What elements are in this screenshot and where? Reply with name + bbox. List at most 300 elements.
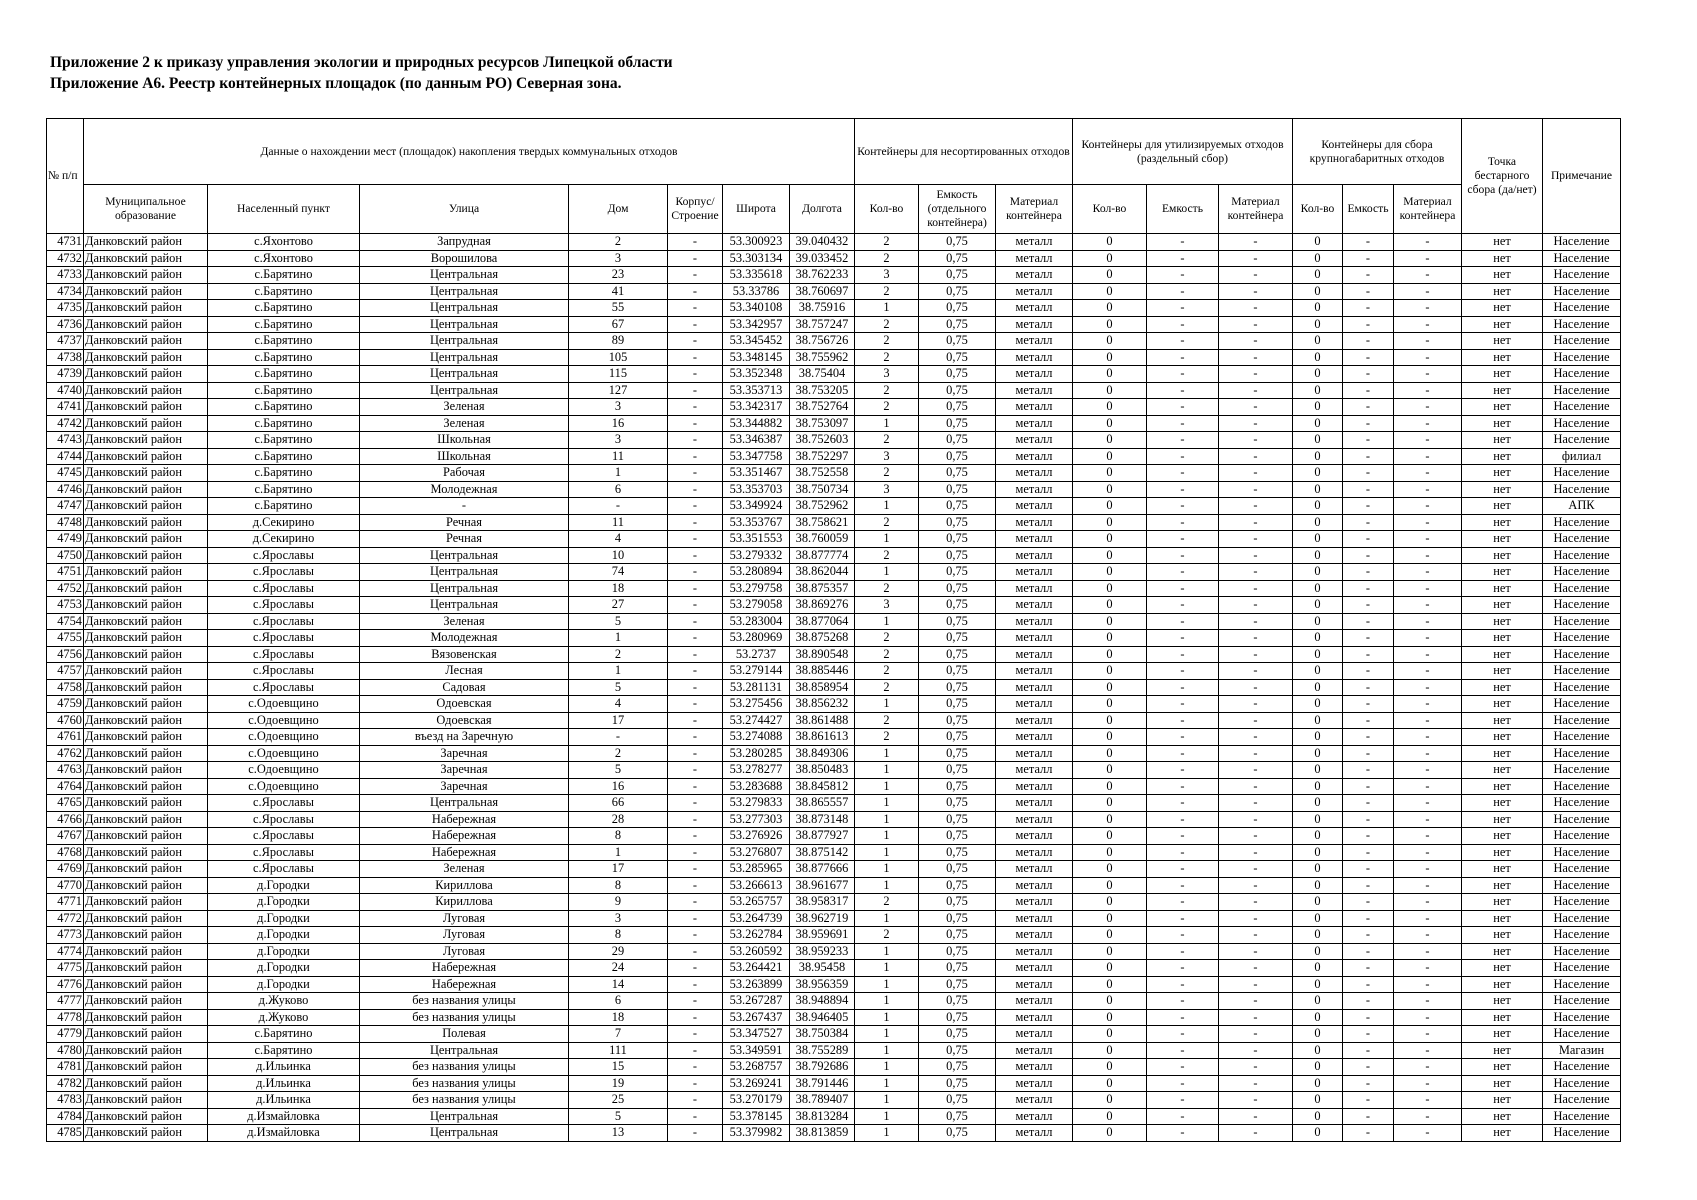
- cell-municipality: Данковский район: [84, 1042, 208, 1059]
- cell-bagless-collection: нет: [1462, 679, 1543, 696]
- header-latitude: Широта: [723, 185, 790, 234]
- cell-unsorted-count: 1: [855, 1026, 919, 1043]
- cell-note: Население: [1543, 943, 1621, 960]
- cell-recyclable-material: -: [1219, 498, 1293, 515]
- cell-settlement: с.Ярославы: [208, 630, 360, 647]
- cell-recyclable-capacity: -: [1147, 894, 1219, 911]
- cell-unsorted-material: металл: [996, 1059, 1073, 1076]
- cell-bagless-collection: нет: [1462, 382, 1543, 399]
- cell-unsorted-material: металл: [996, 927, 1073, 944]
- cell-note: Население: [1543, 597, 1621, 614]
- cell-bulky-material: -: [1394, 993, 1462, 1010]
- cell-latitude: 53.351467: [723, 465, 790, 482]
- cell-unsorted-material: металл: [996, 349, 1073, 366]
- cell-bulky-count: 0: [1293, 762, 1343, 779]
- cell-bulky-capacity: -: [1343, 597, 1394, 614]
- cell-note: Население: [1543, 613, 1621, 630]
- cell-building: -: [668, 778, 723, 795]
- cell-settlement: с.Барятино: [208, 283, 360, 300]
- cell-settlement: д.Городки: [208, 894, 360, 911]
- cell-bulky-material: -: [1394, 844, 1462, 861]
- cell-longitude: 38.856232: [790, 696, 855, 713]
- cell-street: Луговая: [360, 910, 569, 927]
- cell-municipality: Данковский район: [84, 762, 208, 779]
- cell-recyclable-material: -: [1219, 795, 1293, 812]
- cell-bulky-capacity: -: [1343, 547, 1394, 564]
- cell-recyclable-capacity: -: [1147, 679, 1219, 696]
- cell-row-number: 4736: [47, 316, 84, 333]
- cell-bulky-capacity: -: [1343, 630, 1394, 647]
- table-row: [47, 1026, 1621, 1043]
- cell-recyclable-material: -: [1219, 1075, 1293, 1092]
- cell-latitude: 53.279144: [723, 663, 790, 680]
- cell-row-number: 4773: [47, 927, 84, 944]
- cell-street: Центральная: [360, 316, 569, 333]
- cell-recyclable-capacity: -: [1147, 432, 1219, 449]
- cell-bulky-material: -: [1394, 960, 1462, 977]
- cell-street: Набережная: [360, 844, 569, 861]
- cell-note: Население: [1543, 333, 1621, 350]
- table-row: [47, 646, 1621, 663]
- cell-bulky-capacity: -: [1343, 481, 1394, 498]
- cell-longitude: 38.791446: [790, 1075, 855, 1092]
- cell-bulky-material: -: [1394, 679, 1462, 696]
- cell-latitude: 53.260592: [723, 943, 790, 960]
- cell-longitude: 38.752603: [790, 432, 855, 449]
- cell-recyclable-capacity: -: [1147, 399, 1219, 416]
- cell-bagless-collection: нет: [1462, 564, 1543, 581]
- cell-bagless-collection: нет: [1462, 630, 1543, 647]
- cell-municipality: Данковский район: [84, 267, 208, 284]
- cell-row-number: 4780: [47, 1042, 84, 1059]
- cell-unsorted-material: металл: [996, 943, 1073, 960]
- cell-row-number: 4771: [47, 894, 84, 911]
- cell-bulky-count: 0: [1293, 712, 1343, 729]
- cell-row-number: 4759: [47, 696, 84, 713]
- cell-recyclable-material: -: [1219, 1042, 1293, 1059]
- header-group-location: Данные о нахождении мест (площадок) накопления твердых коммунальных отходов: [84, 119, 855, 185]
- cell-building: -: [668, 465, 723, 482]
- cell-bagless-collection: нет: [1462, 597, 1543, 614]
- cell-latitude: 53.348145: [723, 349, 790, 366]
- cell-bulky-count: 0: [1293, 1125, 1343, 1142]
- cell-street: Запрудная: [360, 234, 569, 251]
- cell-recyclable-material: -: [1219, 844, 1293, 861]
- cell-recyclable-material: -: [1219, 613, 1293, 630]
- cell-bulky-material: -: [1394, 630, 1462, 647]
- cell-building: -: [668, 1042, 723, 1059]
- cell-row-number: 4783: [47, 1092, 84, 1109]
- cell-row-number: 4747: [47, 498, 84, 515]
- cell-unsorted-capacity: 0,75: [919, 564, 996, 581]
- cell-unsorted-capacity: 0,75: [919, 943, 996, 960]
- cell-recyclable-material: -: [1219, 1026, 1293, 1043]
- cell-recyclable-count: 0: [1073, 564, 1147, 581]
- table-row: [47, 1042, 1621, 1059]
- header-group-bulky: Контейнеры для сбора крупногабаритных отходов: [1293, 119, 1462, 185]
- cell-latitude: 53.351553: [723, 531, 790, 548]
- cell-bagless-collection: нет: [1462, 415, 1543, 432]
- cell-unsorted-count: 1: [855, 1059, 919, 1076]
- cell-longitude: 38.757247: [790, 316, 855, 333]
- table-row: [47, 514, 1621, 531]
- cell-recyclable-material: -: [1219, 927, 1293, 944]
- cell-municipality: Данковский район: [84, 448, 208, 465]
- cell-settlement: д.Городки: [208, 976, 360, 993]
- cell-recyclable-material: -: [1219, 316, 1293, 333]
- cell-unsorted-capacity: 0,75: [919, 448, 996, 465]
- cell-recyclable-capacity: -: [1147, 300, 1219, 317]
- table-row: [47, 861, 1621, 878]
- cell-building: -: [668, 267, 723, 284]
- cell-note: Население: [1543, 465, 1621, 482]
- cell-longitude: 38.752764: [790, 399, 855, 416]
- cell-bulky-material: -: [1394, 399, 1462, 416]
- cell-longitude: 38.756726: [790, 333, 855, 350]
- cell-municipality: Данковский район: [84, 1009, 208, 1026]
- cell-recyclable-count: 0: [1073, 399, 1147, 416]
- cell-longitude: 38.956359: [790, 976, 855, 993]
- cell-recyclable-capacity: -: [1147, 1125, 1219, 1142]
- cell-house: 18: [569, 580, 668, 597]
- cell-latitude: 53.349924: [723, 498, 790, 515]
- cell-bagless-collection: нет: [1462, 432, 1543, 449]
- cell-longitude: 38.755962: [790, 349, 855, 366]
- cell-settlement: д.Городки: [208, 943, 360, 960]
- cell-house: 17: [569, 712, 668, 729]
- cell-street: Кириллова: [360, 877, 569, 894]
- cell-recyclable-material: -: [1219, 894, 1293, 911]
- cell-note: Население: [1543, 415, 1621, 432]
- cell-building: -: [668, 663, 723, 680]
- cell-bulky-material: -: [1394, 514, 1462, 531]
- cell-municipality: Данковский район: [84, 712, 208, 729]
- cell-unsorted-count: 1: [855, 1125, 919, 1142]
- cell-settlement: с.Одоевщино: [208, 696, 360, 713]
- cell-bulky-count: 0: [1293, 861, 1343, 878]
- cell-building: -: [668, 927, 723, 944]
- cell-unsorted-capacity: 0,75: [919, 234, 996, 251]
- cell-settlement: с.Ярославы: [208, 679, 360, 696]
- cell-recyclable-material: -: [1219, 349, 1293, 366]
- cell-unsorted-material: металл: [996, 712, 1073, 729]
- cell-unsorted-capacity: 0,75: [919, 646, 996, 663]
- cell-unsorted-capacity: 0,75: [919, 267, 996, 284]
- table-row: [47, 696, 1621, 713]
- cell-recyclable-capacity: -: [1147, 283, 1219, 300]
- cell-building: -: [668, 333, 723, 350]
- cell-unsorted-count: 1: [855, 1042, 919, 1059]
- cell-unsorted-capacity: 0,75: [919, 663, 996, 680]
- cell-street: Рабочая: [360, 465, 569, 482]
- cell-latitude: 53.280285: [723, 745, 790, 762]
- cell-unsorted-capacity: 0,75: [919, 712, 996, 729]
- cell-house: 6: [569, 481, 668, 498]
- table-row: [47, 1059, 1621, 1076]
- cell-bulky-capacity: -: [1343, 877, 1394, 894]
- cell-bulky-count: 0: [1293, 745, 1343, 762]
- cell-row-number: 4738: [47, 349, 84, 366]
- cell-unsorted-capacity: 0,75: [919, 366, 996, 383]
- cell-settlement: с.Ярославы: [208, 861, 360, 878]
- cell-house: 1: [569, 465, 668, 482]
- cell-street: Молодежная: [360, 481, 569, 498]
- cell-building: -: [668, 1125, 723, 1142]
- cell-building: -: [668, 811, 723, 828]
- cell-municipality: Данковский район: [84, 960, 208, 977]
- cell-unsorted-material: металл: [996, 514, 1073, 531]
- cell-longitude: 38.792686: [790, 1059, 855, 1076]
- cell-bulky-count: 0: [1293, 250, 1343, 267]
- cell-unsorted-count: 1: [855, 564, 919, 581]
- cell-municipality: Данковский район: [84, 745, 208, 762]
- cell-bulky-capacity: -: [1343, 828, 1394, 845]
- cell-building: -: [668, 613, 723, 630]
- cell-recyclable-material: -: [1219, 481, 1293, 498]
- cell-house: 127: [569, 382, 668, 399]
- table-row: [47, 382, 1621, 399]
- cell-bulky-material: -: [1394, 498, 1462, 515]
- cell-bulky-material: -: [1394, 333, 1462, 350]
- cell-street: Молодежная: [360, 630, 569, 647]
- cell-municipality: Данковский район: [84, 349, 208, 366]
- cell-note: Население: [1543, 811, 1621, 828]
- cell-note: Население: [1543, 795, 1621, 812]
- table-row: [47, 366, 1621, 383]
- cell-unsorted-count: 1: [855, 861, 919, 878]
- cell-longitude: 38.755289: [790, 1042, 855, 1059]
- cell-bulky-capacity: -: [1343, 1026, 1394, 1043]
- cell-settlement: с.Барятино: [208, 432, 360, 449]
- cell-unsorted-capacity: 0,75: [919, 432, 996, 449]
- cell-bulky-capacity: -: [1343, 349, 1394, 366]
- cell-latitude: 53.276926: [723, 828, 790, 845]
- header-group-unsorted: Контейнеры для несортированных отходов: [855, 119, 1073, 185]
- cell-bulky-capacity: -: [1343, 960, 1394, 977]
- cell-building: -: [668, 531, 723, 548]
- cell-bulky-count: 0: [1293, 316, 1343, 333]
- cell-recyclable-material: -: [1219, 943, 1293, 960]
- cell-bagless-collection: нет: [1462, 498, 1543, 515]
- cell-unsorted-capacity: 0,75: [919, 300, 996, 317]
- cell-unsorted-capacity: 0,75: [919, 1059, 996, 1076]
- cell-row-number: 4762: [47, 745, 84, 762]
- cell-municipality: Данковский район: [84, 976, 208, 993]
- cell-unsorted-capacity: 0,75: [919, 465, 996, 482]
- cell-recyclable-material: -: [1219, 679, 1293, 696]
- cell-recyclable-capacity: -: [1147, 333, 1219, 350]
- cell-municipality: Данковский район: [84, 943, 208, 960]
- cell-recyclable-material: -: [1219, 729, 1293, 746]
- cell-longitude: 38.869276: [790, 597, 855, 614]
- cell-bulky-material: -: [1394, 382, 1462, 399]
- cell-unsorted-material: металл: [996, 993, 1073, 1010]
- cell-recyclable-capacity: -: [1147, 514, 1219, 531]
- cell-note: Население: [1543, 679, 1621, 696]
- cell-unsorted-capacity: 0,75: [919, 514, 996, 531]
- cell-row-number: 4765: [47, 795, 84, 812]
- cell-house: 3: [569, 399, 668, 416]
- cell-note: Население: [1543, 1092, 1621, 1109]
- cell-row-number: 4775: [47, 960, 84, 977]
- table-row: [47, 465, 1621, 482]
- table-row: [47, 580, 1621, 597]
- cell-longitude: 38.946405: [790, 1009, 855, 1026]
- cell-street: Школьная: [360, 448, 569, 465]
- cell-street: Речная: [360, 514, 569, 531]
- cell-building: -: [668, 366, 723, 383]
- cell-settlement: с.Ярославы: [208, 646, 360, 663]
- cell-municipality: Данковский район: [84, 927, 208, 944]
- cell-bagless-collection: нет: [1462, 1092, 1543, 1109]
- cell-bulky-capacity: -: [1343, 283, 1394, 300]
- cell-recyclable-material: -: [1219, 630, 1293, 647]
- cell-recyclable-capacity: -: [1147, 366, 1219, 383]
- cell-unsorted-material: металл: [996, 646, 1073, 663]
- cell-latitude: 53.267437: [723, 1009, 790, 1026]
- cell-bulky-capacity: -: [1343, 300, 1394, 317]
- cell-municipality: Данковский район: [84, 564, 208, 581]
- cell-unsorted-material: металл: [996, 1092, 1073, 1109]
- table-row: [47, 712, 1621, 729]
- cell-note: Население: [1543, 877, 1621, 894]
- cell-bagless-collection: нет: [1462, 448, 1543, 465]
- table-row: [47, 630, 1621, 647]
- cell-latitude: 53.347527: [723, 1026, 790, 1043]
- cell-building: -: [668, 300, 723, 317]
- cell-recyclable-material: -: [1219, 960, 1293, 977]
- cell-municipality: Данковский район: [84, 811, 208, 828]
- cell-bulky-capacity: -: [1343, 333, 1394, 350]
- cell-recyclable-count: 0: [1073, 1125, 1147, 1142]
- cell-row-number: 4740: [47, 382, 84, 399]
- cell-bulky-capacity: -: [1343, 646, 1394, 663]
- cell-house: 18: [569, 1009, 668, 1026]
- cell-bulky-count: 0: [1293, 597, 1343, 614]
- cell-unsorted-material: металл: [996, 1075, 1073, 1092]
- cell-settlement: д.Жуково: [208, 1009, 360, 1026]
- cell-bulky-count: 0: [1293, 399, 1343, 416]
- table-row: [47, 564, 1621, 581]
- cell-row-number: 4739: [47, 366, 84, 383]
- cell-bulky-count: 0: [1293, 729, 1343, 746]
- cell-longitude: 38.890548: [790, 646, 855, 663]
- cell-house: 16: [569, 778, 668, 795]
- cell-bagless-collection: нет: [1462, 877, 1543, 894]
- cell-latitude: 53.266613: [723, 877, 790, 894]
- header-bulky-material: Материал контейнера: [1394, 185, 1462, 234]
- cell-longitude: 38.873148: [790, 811, 855, 828]
- cell-unsorted-material: металл: [996, 960, 1073, 977]
- cell-recyclable-capacity: -: [1147, 547, 1219, 564]
- header-unsorted-material: Материал контейнера: [996, 185, 1073, 234]
- cell-recyclable-material: -: [1219, 828, 1293, 845]
- cell-settlement: с.Ярославы: [208, 597, 360, 614]
- cell-longitude: 38.760059: [790, 531, 855, 548]
- table-row: [47, 1125, 1621, 1142]
- cell-bulky-capacity: -: [1343, 399, 1394, 416]
- cell-recyclable-capacity: -: [1147, 960, 1219, 977]
- cell-unsorted-capacity: 0,75: [919, 316, 996, 333]
- table-row: [47, 1092, 1621, 1109]
- cell-longitude: 38.959233: [790, 943, 855, 960]
- cell-unsorted-count: 2: [855, 316, 919, 333]
- cell-bulky-material: -: [1394, 828, 1462, 845]
- cell-settlement: д.Секирино: [208, 514, 360, 531]
- cell-unsorted-count: 1: [855, 415, 919, 432]
- cell-bulky-count: 0: [1293, 300, 1343, 317]
- cell-settlement: д.Жуково: [208, 993, 360, 1010]
- cell-bulky-material: -: [1394, 910, 1462, 927]
- cell-longitude: 38.789407: [790, 1092, 855, 1109]
- cell-street: Центральная: [360, 283, 569, 300]
- cell-bulky-capacity: -: [1343, 712, 1394, 729]
- cell-note: Население: [1543, 283, 1621, 300]
- cell-latitude: 53.353713: [723, 382, 790, 399]
- cell-bulky-capacity: -: [1343, 531, 1394, 548]
- cell-recyclable-capacity: -: [1147, 1075, 1219, 1092]
- cell-municipality: Данковский район: [84, 580, 208, 597]
- cell-municipality: Данковский район: [84, 597, 208, 614]
- cell-unsorted-count: 3: [855, 366, 919, 383]
- cell-unsorted-capacity: 0,75: [919, 382, 996, 399]
- cell-unsorted-material: металл: [996, 415, 1073, 432]
- cell-bagless-collection: нет: [1462, 646, 1543, 663]
- cell-municipality: Данковский район: [84, 778, 208, 795]
- cell-bulky-capacity: -: [1343, 679, 1394, 696]
- cell-settlement: д.Ильинка: [208, 1075, 360, 1092]
- cell-row-number: 4731: [47, 234, 84, 251]
- cell-recyclable-count: 0: [1073, 646, 1147, 663]
- header-street: Улица: [360, 185, 569, 234]
- table-row: [47, 910, 1621, 927]
- table-row: [47, 795, 1621, 812]
- cell-recyclable-material: -: [1219, 234, 1293, 251]
- cell-municipality: Данковский район: [84, 481, 208, 498]
- header-longitude: Долгота: [790, 185, 855, 234]
- cell-longitude: 38.752297: [790, 448, 855, 465]
- cell-bulky-count: 0: [1293, 1042, 1343, 1059]
- cell-unsorted-count: 1: [855, 745, 919, 762]
- cell-unsorted-count: 1: [855, 993, 919, 1010]
- cell-latitude: 53.267287: [723, 993, 790, 1010]
- header-unsorted-count: Кол-во: [855, 185, 919, 234]
- cell-building: -: [668, 234, 723, 251]
- cell-recyclable-material: -: [1219, 415, 1293, 432]
- cell-bulky-material: -: [1394, 415, 1462, 432]
- cell-building: -: [668, 1108, 723, 1125]
- cell-bulky-count: 0: [1293, 333, 1343, 350]
- cell-row-number: 4779: [47, 1026, 84, 1043]
- cell-note: Население: [1543, 514, 1621, 531]
- cell-bulky-capacity: -: [1343, 993, 1394, 1010]
- cell-house: 4: [569, 696, 668, 713]
- cell-settlement: д.Измайловка: [208, 1125, 360, 1142]
- cell-street: Зеленая: [360, 613, 569, 630]
- table-row: [47, 811, 1621, 828]
- cell-recyclable-count: 0: [1073, 745, 1147, 762]
- cell-bulky-capacity: -: [1343, 613, 1394, 630]
- cell-house: -: [569, 498, 668, 515]
- cell-note: Население: [1543, 481, 1621, 498]
- cell-street: Зеленая: [360, 399, 569, 416]
- cell-recyclable-count: 0: [1073, 729, 1147, 746]
- cell-longitude: 38.758621: [790, 514, 855, 531]
- cell-unsorted-material: металл: [996, 729, 1073, 746]
- cell-bulky-material: -: [1394, 976, 1462, 993]
- cell-street: Набережная: [360, 976, 569, 993]
- cell-recyclable-count: 0: [1073, 283, 1147, 300]
